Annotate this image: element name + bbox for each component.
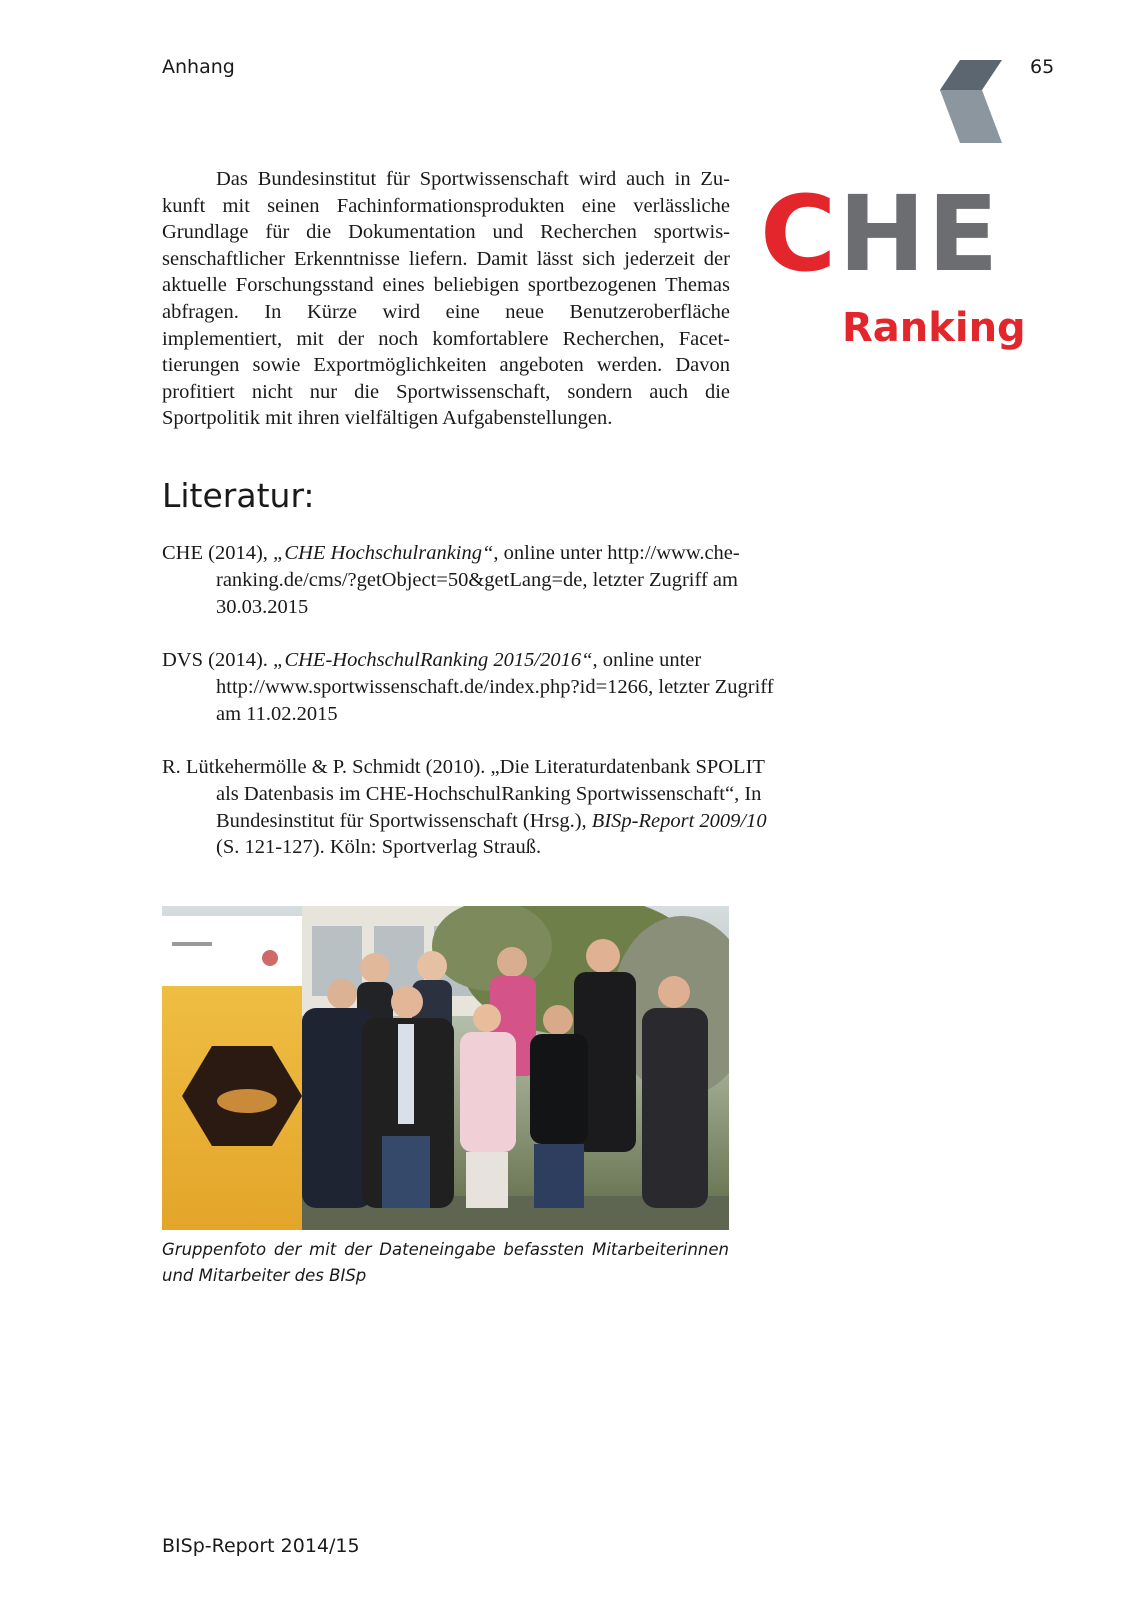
ranking-wordmark: Ranking [842,305,1026,351]
literature-heading: Literatur: [162,476,315,515]
che-ranking-logo [760,173,1026,360]
reference-item: DVS (2014). „CHE-HochschulRanking 2015/2016“, online unter http://www.sportwissenschaft.de/index.php?id=1266, letzter Zugriff am 11.02.2015 [162,649,774,725]
reference-item: CHE (2014), „CHE Hochschulranking“, online unter http://www.che-ranking.de/cms/?getObject=50&getLang=de, letzter Zugriff am 30.03.2015 [162,542,740,618]
running-footer: BISp-Report 2014/15 [162,1535,360,1557]
running-header: Anhang [162,56,235,78]
group-photo [162,906,729,1230]
page-number: 65 [1030,56,1055,78]
chapter-chevron-icon [940,60,1002,143]
photo-caption: Gruppenfoto der mit der Dateneingabe befassten Mitarbeiterinnen und Mitarbeiter des BISp [162,1240,729,1285]
reference-item: R. Lütkehermölle & P. Schmidt (2010). „Die Literaturdatenbank SPOLIT als Datenbasis im CHE-HochschulRanking Sportwissenschaft“, In Bundesinstitut für Sportwissenschaft (Hrsg.), BISp-Report 2009/10 (S. 121-127). Köln: Sportverlag Strauß. [162,756,767,859]
che-wordmark: CHE [760,173,1001,295]
intro-paragraph: Das Bundesinstitut für Sportwissenschaft wird auch in Zukunft mit seinen Fachinformationsprodukten eine verlässliche Grundlage für die Dokumentation und Recherchen sportwissenschaftlicher Erkenntnisse liefern. Damit lässt sich jederzeit der aktuelle Forschungsstand eines beliebigen sportbezogenen Themas abfragen. In Kürze wird eine neue Benutzeroberfläche implementiert, mit der noch komfortablere Recherchen, Facettierungen sowie Exportmöglichkeiten angeboten werden. Davon profitiert nicht nur die Sportwissenschaft, sondern auch die Sportpolitik mit ihren vielfältigen Aufgabenstellungen. [162,168,730,430]
